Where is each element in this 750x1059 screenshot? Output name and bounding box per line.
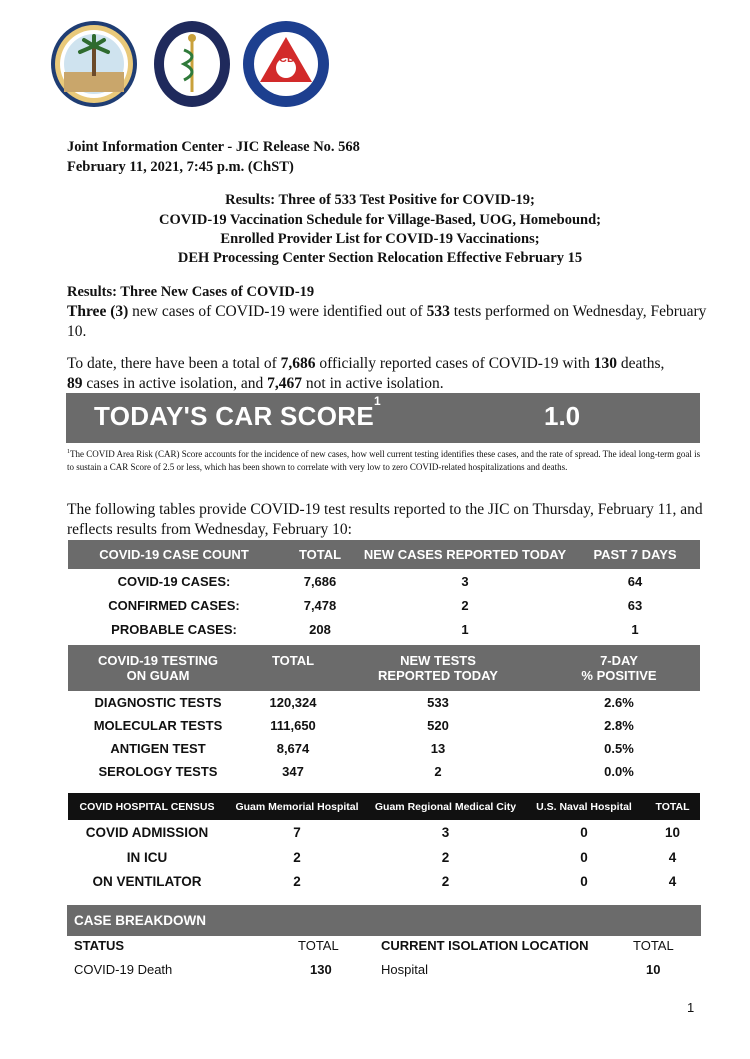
- headline-4: DEH Processing Center Section Relocation Effective February 15: [177, 250, 583, 266]
- cell: 347: [282, 764, 304, 779]
- cell: 1: [631, 621, 639, 637]
- col-header: 7-DAY % POSITIVE: [538, 645, 700, 691]
- public-health-logo: [152, 20, 232, 108]
- page-number: 1: [687, 1000, 695, 1015]
- table-row: [68, 820, 700, 845]
- table-row: [68, 760, 700, 783]
- cell: 111,650: [270, 718, 316, 733]
- cell: 64: [627, 573, 643, 589]
- cell: 208: [309, 621, 331, 637]
- car-footnote: $^1$The COVID Area Risk (CAR) Score accounts for the incidence of new cases, how well current testing identifies these cases, and the rate of spread. The ideal long-term goal is to sustain a CAR Score of 2.5 or less, which has been shown to correlate with very low to zero COVID-related hospitalizations and deaths.: [67, 449, 701, 472]
- cell: 63: [627, 597, 643, 613]
- status-total-value: 130: [310, 962, 332, 977]
- location-total-value: 10: [646, 962, 661, 977]
- cell: 520: [427, 718, 449, 733]
- cell: 2: [441, 849, 450, 865]
- cell: 2.8%: [604, 718, 634, 733]
- col-header: TOTAL: [248, 645, 338, 691]
- row-label: PROBABLE CASES:: [111, 621, 237, 637]
- cell: 1: [461, 621, 469, 637]
- cell: 0.0%: [604, 764, 634, 779]
- row-label: MOLECULAR TESTS: [93, 718, 223, 733]
- status-label: STATUS: [74, 938, 125, 953]
- col-header: COVID-19 CASE COUNT: [68, 540, 280, 569]
- location-value: Hospital: [381, 962, 428, 977]
- car-score-title: TODAY'S CAR SCORE$^1$: [94, 394, 381, 431]
- cell: 7: [293, 825, 301, 840]
- governor-seal-logo: [50, 20, 138, 108]
- table-row: [68, 569, 700, 593]
- results-heading: Results: Three New Cases of COVID-19: [67, 284, 315, 300]
- headline-3: Enrolled Provider List for COVID-19 Vaccinations;: [220, 231, 540, 247]
- cell: 2: [441, 873, 450, 889]
- case-breakdown-title: CASE BREAKDOWN: [74, 913, 207, 928]
- table-header-row: [68, 645, 700, 691]
- col-header: COVID HOSPITAL CENSUS: [68, 793, 226, 820]
- case-breakdown-header: [67, 905, 701, 936]
- table-row: [68, 869, 700, 893]
- headline-2: COVID-19 Vaccination Schedule for Village-Based, UOG, Homebound;: [158, 212, 602, 228]
- row-label: ANTIGEN TEST: [110, 741, 206, 756]
- cell: 4: [668, 849, 677, 865]
- testing-table: [68, 645, 700, 783]
- cell: 7,478: [303, 597, 337, 613]
- cell: 10: [664, 825, 681, 840]
- col-header: NEW CASES REPORTED TODAY: [360, 540, 570, 569]
- col-header: TOTAL: [280, 540, 360, 569]
- row-label: ON VENTILATOR: [92, 873, 202, 889]
- row-label: CONFIRMED CASES:: [108, 597, 240, 613]
- cell: 0: [580, 849, 588, 865]
- col-header: Guam Memorial Hospital: [226, 793, 368, 820]
- cell: 2.6%: [604, 695, 634, 710]
- cell: 0: [580, 825, 588, 840]
- col-header: TOTAL: [645, 793, 700, 820]
- cell: 0.5%: [604, 741, 634, 756]
- hospital-census-table: [68, 793, 700, 893]
- status-value: COVID-19 Death: [74, 962, 173, 977]
- row-label: DIAGNOSTIC TESTS: [94, 695, 222, 710]
- row-label: IN ICU: [126, 849, 168, 865]
- table-row: [68, 845, 700, 869]
- car-score-banner: [66, 393, 700, 443]
- cell: 533: [427, 695, 449, 710]
- tables-intro: The following tables provide COVID-19 test results reported to the JIC on Thursday, February 11, and reflects results from Wednesday, February 10:: [67, 501, 703, 538]
- cell: 2: [434, 764, 442, 779]
- headline-1: Results: Three of 533 Test Positive for COVID-19;: [225, 192, 535, 208]
- results-paragraph-1: Three (3) new cases of COVID-19 were identified out of 533 tests performed on Wednesday, February 10.: [67, 303, 707, 340]
- col-header: PAST 7 DAYS: [570, 540, 700, 569]
- row-label: COVID ADMISSION: [85, 825, 209, 840]
- status-total-label: TOTAL: [298, 938, 339, 953]
- table-row: [68, 617, 700, 641]
- cell: 2: [293, 873, 301, 889]
- table-row: [68, 593, 700, 617]
- cell: 8,674: [276, 741, 310, 756]
- cell: 0: [580, 873, 588, 889]
- case-count-table: [68, 540, 700, 641]
- table-row: [68, 737, 700, 760]
- table-row: [68, 691, 700, 714]
- release-date: February 11, 2021, 7:45 p.m. (ChST): [67, 159, 294, 175]
- car-score-value: 1.0: [544, 401, 581, 431]
- cell: 13: [430, 741, 446, 756]
- cell: 3: [441, 825, 450, 840]
- table-header-row: [68, 793, 700, 820]
- release-title: Joint Information Center - JIC Release No. 568: [67, 139, 360, 155]
- cell: 3: [461, 573, 469, 589]
- civil-defense-emblem-text: CD: [279, 53, 295, 65]
- col-header: COVID-19 TESTING ON GUAM: [68, 645, 248, 691]
- col-header: NEW TESTS REPORTED TODAY: [338, 645, 538, 691]
- cell: 2: [461, 597, 469, 613]
- col-header: U.S. Naval Hospital: [523, 793, 645, 820]
- row-label: COVID-19 CASES:: [117, 573, 231, 589]
- cell: 120,324: [269, 695, 317, 710]
- cell: 2: [293, 849, 301, 865]
- table-row: [68, 714, 700, 737]
- cell: 7,686: [303, 573, 337, 589]
- table-header-row: [68, 540, 700, 569]
- cell: 4: [668, 873, 677, 889]
- location-total-label: TOTAL: [633, 938, 674, 953]
- isolation-location-label: CURRENT ISOLATION LOCATION: [381, 938, 589, 953]
- row-label: SEROLOGY TESTS: [98, 764, 218, 779]
- col-header: Guam Regional Medical City: [368, 793, 523, 820]
- results-paragraph-2: To date, there have been a total of 7,686 officially reported cases of COVID-19 with 130 deaths, 89 cases in active isolation, and 7,467 not in active isolation.: [67, 355, 665, 392]
